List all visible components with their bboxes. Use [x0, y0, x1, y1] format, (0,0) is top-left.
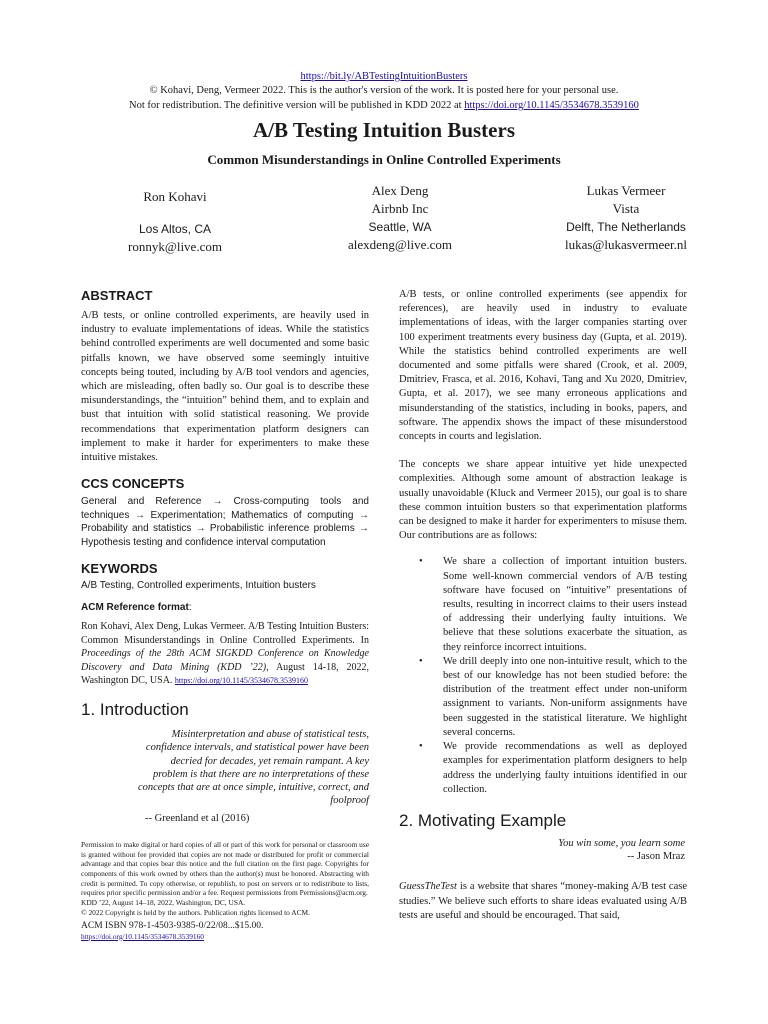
right-para-1: A/B tests, or online controlled experiments (see appendix for references), are heavily used in industry to evaluate implementations of ideas, with the larger companies starting over 100 experiment treatments every business day (Gupta, et al. 2019). While the statistics behind controlled experiments are well documented and some pitfalls were shared (Crook, et al. 2009, Dmitriev, Frasca, et al. 2016, Kohavi, Tang and Xu 2020, Dmitriev, Gupta, et al. 2017), we see many erroneous applications and misunderstanding of the statistics, including in books, papers, and software. The appendix shows the impact of these misunderstood concepts in courts and legislation.	[399, 289, 687, 443]
intro-heading: 1. Introduction	[81, 699, 189, 719]
author-name: Lukas Vermeer	[586, 183, 666, 198]
author-email: alexdeng@live.com	[347, 237, 453, 252]
left-column	[81, 288, 369, 941]
section2-attribution: -- Jason Mraz	[627, 851, 685, 863]
author-location: Los Altos, CA	[138, 222, 212, 236]
abstract-text: A/B tests, or online controlled experiments, are heavily used in industry to evaluate implementations of ideas. While the statistics behind controlled experiments are well documented and some basic pitfalls known, we have observed some seemingly intuitive concepts being touted, including by A/B tool vendors and agencies, which are misleading, often badly so. Our goal is to describe these misunderstandings, the “intuition” behind them, and to explain and bust that intuition with solid statistical reasoning. We provide recommendations that experimentation platform designers can implement to make it harder for experimenters to make these intuitive mistakes.	[81, 310, 369, 464]
author-org: Airbnb Inc	[371, 201, 429, 216]
list-item: • We share a collection of important intuition busters. Some well-known commercial vendors of A/B testing software have focused on “intuitive” presentations of results, resulting in incorrect claims to their users instead of addressing their underlying faulty intuitions. We believe that these solutions exacerbate the situation, as they reinforce incorrect intuitions.	[419, 556, 687, 653]
author-location: Delft, The Netherlands	[566, 220, 686, 234]
list-item: • We drill deeply into one non-intuitive result, which to the best of our knowledge has not been studied before: the distribution of the treatment effect under non-uniform assignment to variants. Non-uniform assignments have been suggested in the statistical literature. We highlight several concerns.	[419, 655, 687, 738]
author-location: Seattle, WA	[368, 220, 432, 234]
section2-heading: 2. Motivating Example	[399, 810, 567, 830]
ccs-text: General and Reference → Cross-computing tools and techniques → Experimentation; Mathematics of computing → Probability and statistics → Probabilistic inference problems → Hypothesis testing and confidence interval computation	[81, 496, 369, 549]
footnote-doi-link[interactable]: https://doi.org/10.1145/3534678.3539160	[81, 931, 204, 941]
header-copyright: © Kohavi, Deng, Vermeer 2022. This is the author's version of the work. It is posted here for your personal use.	[149, 85, 619, 96]
footnote-permission: Permission to make digital or hard copies of all or part of this work for personal or classroom use is granted without fee provided that copies are not made or distributed for profit or commercial advantage and that copies bear this notice and the full citation on the first page. Copyrights for components of this work owned by others than the author(s) must be honored. Abstracting with credit is permitted. To copy otherwise, or republish, to post on servers or to redistribute to lists, requires prior specific permission and/or a fee. Request permissions from Permissions@acm.org.	[81, 839, 369, 898]
intro-quote: Misinterpretation and abuse of statistical tests, confidence intervals, and statistical power have been decried for decades, yet remain rampant. A key problem is that there are no interpretations of these concepts that are at once simple, intuitive, correct, and foolproof	[137, 728, 369, 807]
author-name: Ron Kohavi	[143, 189, 207, 204]
author-1	[75, 188, 275, 256]
right-column	[399, 288, 687, 923]
header-notice: Not for redistribution. The definitive version will be published in KDD 2022 at https://doi.org/10.1145/3534678.3539160	[129, 100, 639, 111]
footnote-kdd: KDD ’22, August 14–18, 2022, Washington, DC, USA.	[81, 898, 246, 908]
contributions-list	[419, 555, 687, 796]
acm-ref-heading: ACM Reference format:	[81, 601, 192, 613]
list-item: • We provide recommendations as well as deployed examples for experimentation platform designers to help address the underlying faulty intuitions identified in our collection.	[419, 741, 687, 795]
acm-ref-text: Ron Kohavi, Alex Deng, Lukas Vermeer. A/B Testing Intuition Busters: Common Misunderstandings in Online Controlled Experiments. In Proceedings of the 28th ACM SIGKDD Conference on Knowledge Discovery and Data Mining (KDD ’22), August 14-18, 2022, Washington DC, USA. https://doi.org/10.1145/3534678.3539160	[81, 621, 369, 687]
author-name: Alex Deng	[371, 183, 429, 198]
section2-text: GuessTheTest is a website that shares “money-making A/B test case studies.” We believe such efforts to share ideas evaluated using A/B tests are useful and should be encouraged. That said,	[399, 881, 687, 921]
abstract-heading: ABSTRACT	[81, 288, 153, 303]
author-email: lukas@lukasvermeer.nl	[564, 237, 688, 252]
intro-attribution: -- Greenland et al (2016)	[145, 812, 250, 824]
paper-subtitle: Common Misunderstandings in Online Controlled Experiments	[207, 152, 561, 167]
author-2	[300, 182, 500, 254]
keywords-text: A/B Testing, Controlled experiments, Intuition busters	[81, 579, 316, 591]
footnote-isbn: ACM ISBN 978-1-4503-9385-0/22/08...$15.00.	[81, 920, 264, 931]
right-para-2: The concepts we share appear intuitive yet hide unexpected complexities. Although some amount of abstraction leakage is usually unavoidable (Kluck and Vermeer 2015), our goal is to share these common intuition busters so that experimentation platforms can be designed to make it harder for experimenters to misuse them. Our contributions are as follows:	[399, 459, 687, 542]
footnote-copyright: © 2022 Copyright is held by the authors. Publication rights licensed to ACM.	[81, 907, 310, 917]
bullet-icon: •	[419, 556, 423, 568]
keywords-heading: KEYWORDS	[81, 560, 158, 576]
header-link[interactable]: https://bit.ly/ABTestingIntuitionBusters	[300, 71, 468, 82]
author-org: Vista	[612, 201, 640, 216]
author-email: ronnyk@live.com	[128, 239, 222, 254]
ccs-heading: CCS CONCEPTS	[81, 476, 185, 492]
section2-quote: You win some, you learn some	[558, 837, 685, 849]
acm-ref-doi-link[interactable]: https://doi.org/10.1145/3534678.3539160	[174, 676, 309, 686]
bullet-icon: •	[419, 655, 423, 667]
bullet-icon: •	[419, 741, 423, 753]
header-doi-link[interactable]: https://doi.org/10.1145/3534678.3539160	[464, 100, 639, 111]
paper-title: A/B Testing Intuition Busters	[253, 118, 515, 142]
author-3	[526, 182, 726, 254]
